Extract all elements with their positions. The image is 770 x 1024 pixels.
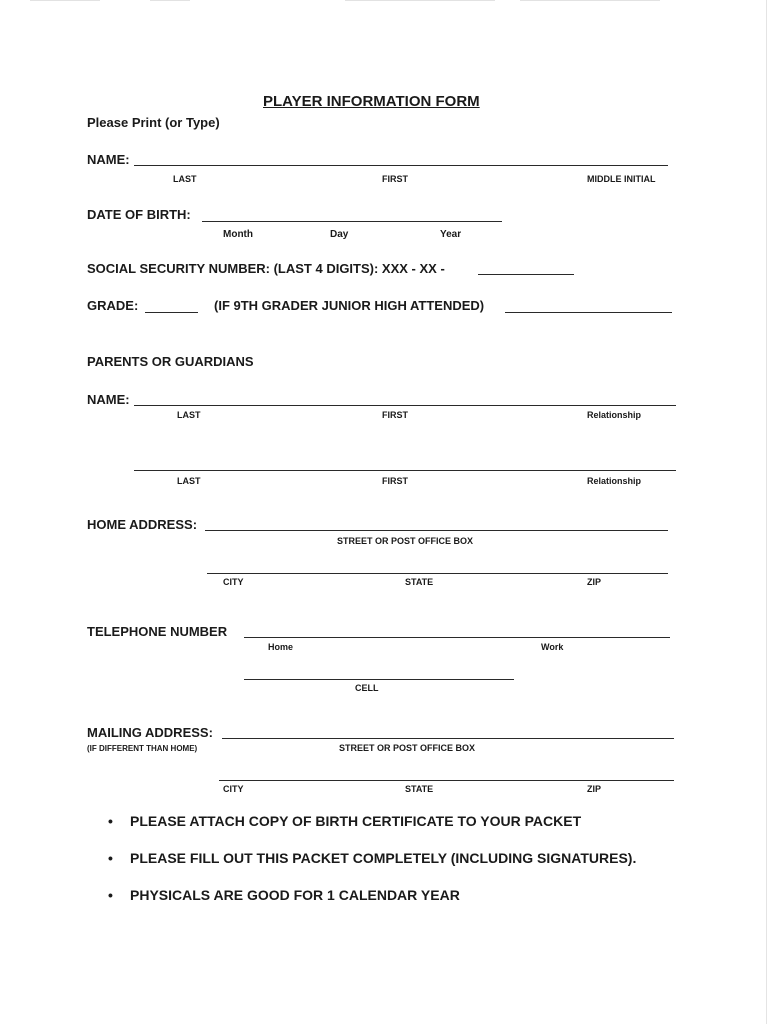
parent-name-label: NAME: xyxy=(87,392,130,407)
bullet-icon: • xyxy=(108,813,113,829)
note-text: PLEASE FILL OUT THIS PACKET COMPLETELY (INCLUDING SIGNATURES). xyxy=(130,850,637,866)
grade-field[interactable] xyxy=(145,312,198,313)
note-item xyxy=(108,887,460,903)
dob-label: DATE OF BIRTH: xyxy=(87,207,191,222)
telephone-label: TELEPHONE NUMBER xyxy=(87,624,228,639)
note-item xyxy=(108,850,636,866)
dob-month-caption: Month xyxy=(223,229,253,240)
home-city-caption: CITY xyxy=(223,577,244,587)
home-state-caption: STATE xyxy=(405,577,434,587)
note-text: PHYSICALS ARE GOOD FOR 1 CALENDAR YEAR xyxy=(130,887,460,903)
telephone-cell-caption: CELL xyxy=(355,683,379,693)
junior-high-field[interactable] xyxy=(505,312,672,313)
parent-2-first-caption: FIRST xyxy=(382,476,408,486)
telephone-home-work-field[interactable] xyxy=(244,637,670,638)
dob-year-caption: Year xyxy=(440,229,462,240)
mailing-address-label: MAILING ADDRESS: xyxy=(87,725,213,740)
grade-label: GRADE: xyxy=(87,298,139,313)
mailing-city-caption: CITY xyxy=(223,784,244,794)
mailing-city-state-zip-field[interactable] xyxy=(219,780,674,781)
scan-edge xyxy=(766,0,767,1024)
home-city-state-zip-field[interactable] xyxy=(207,573,668,574)
parent-2-relationship-caption: Relationship xyxy=(587,476,642,486)
name-last-caption: LAST xyxy=(173,174,197,184)
parent-1-first-caption: FIRST xyxy=(382,410,408,420)
bullet-icon: • xyxy=(108,850,113,866)
parent-1-field[interactable] xyxy=(134,405,676,406)
parents-heading: PARENTS OR GUARDIANS xyxy=(87,354,254,369)
form-subtitle: Please Print (or Type) xyxy=(87,115,220,130)
parent-1-relationship-caption: Relationship xyxy=(587,410,642,420)
telephone-home-caption: Home xyxy=(268,642,294,652)
scan-artifact xyxy=(345,0,495,2)
telephone-cell-field[interactable] xyxy=(244,679,514,680)
name-label: NAME: xyxy=(87,152,130,167)
home-zip-caption: ZIP xyxy=(587,577,602,587)
dob-day-caption: Day xyxy=(330,229,349,240)
scan-artifact xyxy=(520,0,660,2)
home-street-caption: STREET OR POST OFFICE BOX xyxy=(337,536,474,546)
dob-field[interactable] xyxy=(202,221,502,222)
note-item xyxy=(108,813,581,829)
mailing-street-caption: STREET OR POST OFFICE BOX xyxy=(339,743,476,753)
home-street-field[interactable] xyxy=(205,530,668,531)
name-first-caption: FIRST xyxy=(382,174,408,184)
telephone-work-caption: Work xyxy=(541,642,564,652)
parent-2-field[interactable] xyxy=(134,470,676,471)
note-text: PLEASE ATTACH COPY OF BIRTH CERTIFICATE TO YOUR PACKET xyxy=(130,813,582,829)
ssn-label: SOCIAL SECURITY NUMBER: (LAST 4 DIGITS): XXX - XX - xyxy=(87,261,445,276)
bullet-icon: • xyxy=(108,887,113,903)
mailing-address-note: (IF DIFFERENT THAN HOME) xyxy=(87,744,198,753)
scan-artifact xyxy=(30,0,100,2)
scan-artifact xyxy=(150,0,190,2)
mailing-state-caption: STATE xyxy=(405,784,434,794)
form-title: PLAYER INFORMATION FORM xyxy=(263,93,480,110)
ssn-field[interactable] xyxy=(478,274,574,275)
junior-high-label: (IF 9TH GRADER JUNIOR HIGH ATTENDED) xyxy=(214,298,485,313)
mailing-zip-caption: ZIP xyxy=(587,784,602,794)
home-address-label: HOME ADDRESS: xyxy=(87,517,198,532)
name-middle-caption: MIDDLE INITIAL xyxy=(587,174,656,184)
mailing-street-field[interactable] xyxy=(222,738,674,739)
parent-2-last-caption: LAST xyxy=(177,476,201,486)
parent-1-last-caption: LAST xyxy=(177,410,201,420)
name-field[interactable] xyxy=(134,165,668,166)
